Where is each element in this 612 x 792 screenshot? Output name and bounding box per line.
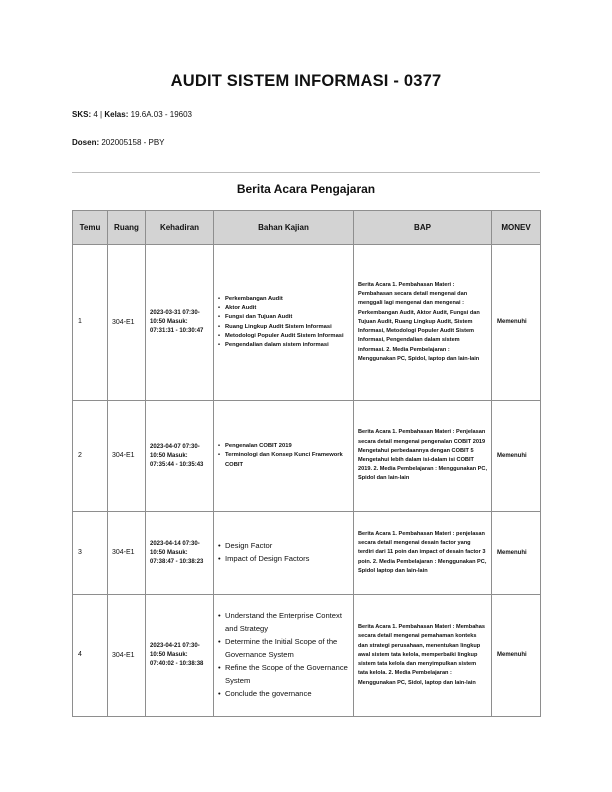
- cell-temu: 2: [73, 401, 108, 512]
- cell-monev: Memenuhi: [492, 245, 541, 401]
- list-item: • Design Factor: [218, 540, 349, 553]
- cell-kehadiran: 2023-04-07 07:30-10:50 Masuk: 07:35:44 - 10:35:43: [146, 401, 214, 512]
- header-temu: Temu: [73, 211, 108, 245]
- table-row: [73, 245, 541, 401]
- list-item: • Perkembangan Audit: [218, 295, 349, 304]
- cell-bap: Berita Acara 1. Pembahasan Materi : Membahas secara detail mengenai pemahaman konteks dan strategi perusahaan, menentukan lingkup awal sistem tata kelola, memperbaiki lingkup sistem tata kelola dan menyimpulkan sistem tata kelola. 2. Media Pembelajaran : Menggunakan PC, Sidol, laptop dan lain-lain: [354, 595, 492, 717]
- cell-bahan-kajian: [214, 595, 354, 717]
- cell-monev: Memenuhi: [492, 595, 541, 717]
- cell-bahan-kajian: [214, 512, 354, 595]
- list-item: • Terminologi dan Konsep Kunci Framework COBIT: [218, 451, 349, 470]
- list-item: • Conclude the governance: [218, 688, 349, 701]
- divider: [72, 172, 540, 173]
- cell-bap: Berita Acara 1. Pembahasan Materi : Pembahasan secara detail mengenai dan menggali lagi mengenai dan mengenai : Perkembangan Audit, Aktor Audit, Fungsi dan Tujuan Audit, Ruang Lingkup Audit, Sistem Informasi, Metodologi Populer Audit Sistem Informasi, Pengendalian dalam sistem informasi. 2. Media Pembelajaran : Menggunakan PC, Spidol, laptop dan lain-lain: [354, 245, 492, 401]
- sks-label: SKS: [72, 110, 89, 119]
- header-ruang: Ruang: [108, 211, 146, 245]
- cell-monev: Memenuhi: [492, 512, 541, 595]
- list-item: • Pengenalan COBIT 2019: [218, 442, 349, 451]
- cell-bahan-kajian: [214, 245, 354, 401]
- cell-bap: Berita Acara 1. Pembahasan Materi : Penjelasan secara detail mengenai pengenalan COBIT 2019 Mengetahui perbedaannya dengan COBIT 5 Mengetahui lebih dalam isi-dalam isi COBIT 2019. 2. Media Pembelajaran : Menggunakan PC, Spidol dan lain-lain: [354, 401, 492, 512]
- kelas-label: Kelas: [104, 110, 126, 119]
- dosen-label: Dosen: [72, 138, 97, 147]
- sks-value: 4: [93, 110, 98, 119]
- cell-ruang: 304-E1: [108, 512, 146, 595]
- cell-temu: 1: [73, 245, 108, 401]
- cell-ruang: 304-E1: [108, 245, 146, 401]
- cell-bahan-kajian: [214, 401, 354, 512]
- cell-temu: 4: [73, 595, 108, 717]
- section-title: Berita Acara Pengajaran: [236, 182, 376, 196]
- dosen-value: 202005158 - PBY: [101, 138, 165, 147]
- table-row: [73, 512, 541, 595]
- cell-kehadiran: 2023-04-21 07:30-10:50 Masuk: 07:40:02 - 10:38:38: [146, 595, 214, 717]
- list-item: • Pengendalian dalam sistem informasi: [218, 341, 349, 350]
- cell-kehadiran: 2023-03-31 07:30-10:50 Masuk: 07:31:31 - 10:30:47: [146, 245, 214, 401]
- cell-ruang: 304-E1: [108, 401, 146, 512]
- table-header-row: [73, 211, 541, 245]
- list-item: • Determine the Initial Scope of the Governance System: [218, 636, 349, 662]
- list-item: • Impact of Design Factors: [218, 553, 349, 566]
- cell-ruang: 304-E1: [108, 595, 146, 717]
- lecturer-meta: Dosen: 202005158 - PBY: [72, 138, 165, 147]
- list-item: • Aktor Audit: [218, 304, 349, 313]
- course-meta: SKS: 4 | Kelas: 19.6A.03 - 19603: [72, 110, 193, 119]
- cell-bap: Berita Acara 1. Pembahasan Materi : penjelasan secara detail mengenai desain factor yang terdiri dari 11 poin dan impact of desain factor 3 poin. 2. Media Pembelajaran : Menggunakan PC, Spidol laptop dan lain-lain: [354, 512, 492, 595]
- list-item: • Refine the Scope of the Governance System: [218, 662, 349, 688]
- list-item: • Ruang Lingkup Audit Sistem Informasi: [218, 323, 349, 332]
- list-item: • Fungsi dan Tujuan Audit: [218, 313, 349, 322]
- table-row: [73, 401, 541, 512]
- cell-kehadiran: 2023-04-14 07:30-10:50 Masuk: 07:38:47 - 10:38:23: [146, 512, 214, 595]
- header-bap: BAP: [354, 211, 492, 245]
- header-kehadiran: Kehadiran: [146, 211, 214, 245]
- list-item: • Metodologi Populer Audit Sistem Informasi: [218, 332, 349, 341]
- header-monev: MONEV: [492, 211, 541, 245]
- kelas-value: 19.6A.03 - 19603: [130, 110, 193, 119]
- cell-temu: 3: [73, 512, 108, 595]
- course-title: AUDIT SISTEM INFORMASI - 0377: [170, 72, 442, 90]
- header-bahan-kajian: Bahan Kajian: [214, 211, 354, 245]
- list-item: • Understand the Enterprise Context and Strategy: [218, 610, 349, 636]
- cell-monev: Memenuhi: [492, 401, 541, 512]
- table-row: [73, 595, 541, 717]
- teaching-report-table: [72, 210, 541, 717]
